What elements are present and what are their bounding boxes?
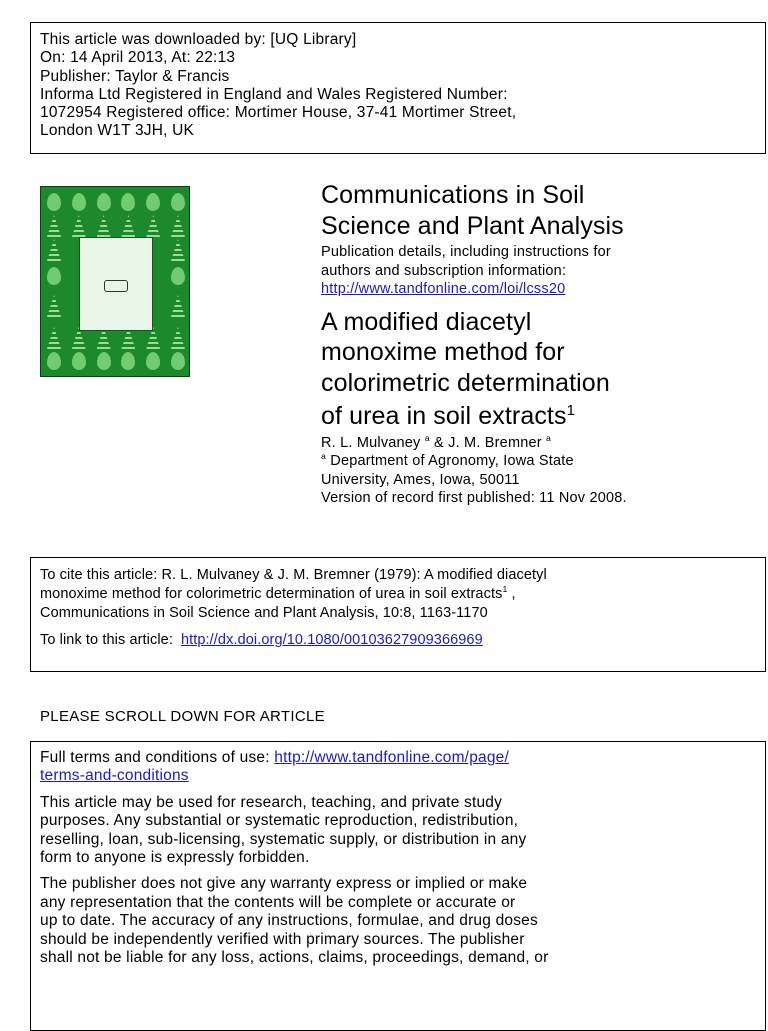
office-line: 1072954 Registered office: Mortimer House, 37-41 Mortimer Street, [40,104,517,122]
download-date-line: On: 14 April 2013, At: 22:13 [40,49,236,67]
publisher-line: Publisher: Taylor & Francis [40,67,230,85]
author-name: J. M. Bremner [448,434,542,451]
cover-leaf-row [47,193,185,211]
terms-paragraph-warranty: The publisher does not give any warranty express or implied or make any representation that the contents will be complete or accurate or up to date. The accuracy of any instructions, formulae, and drug doses should be independently verified with primary sources. The publisher shall not be liable for any loss, actions, claims, proceedings, demand, or [40,875,549,967]
download-info-box [30,22,766,154]
citation-text: To cite this article: R. L. Mulvaney & J. M. Bremner (1979): A modified diacetyl monoxime method for colorimetric determination of urea in soil extracts$^1$ , Communications in Soil Science and Plant Analysis, 10:8, 1163-1170 [40,567,547,621]
affiliation-cont: University, Ames, Iowa, 50011 [321,471,520,488]
authors-block: R. L. Mulvaney $^a$ & J. M. Bremner $^a$ $^a$ Department of Agronomy, Iowa State University, Ames, Iowa, 50011 Version of record first published: 11 Nov 2008. [321,432,627,506]
publication-details: Publication details, including instructions for authors and subscription information: http://www.tandfonline.com/loi/lcss20 [321,244,611,297]
cover-label-panel [79,237,153,331]
article-link-line: To link to this article: http://dx.doi.org/10.1080/00103627909366969 [40,632,483,648]
article-title: A modified diacetyl monoxime method for colorimetric determination of urea in soil extracts$^1$ [321,307,610,430]
journal-title: Communications in Soil Science and Plant Analysis [321,181,624,240]
publisher-logo-icon [104,280,128,292]
journal-cover-image [40,186,190,377]
address-line: London W1T 3JH, UK [40,122,195,140]
journal-details [321,180,761,508]
terms-box [30,741,766,1031]
terms-link[interactable]: http://www.tandfonline.com/page/ terms-and-conditions [40,749,509,785]
scroll-notice: PLEASE SCROLL DOWN FOR ARTICLE [40,708,325,725]
version-record: Version of record first published: 11 Nov 2008. [321,490,627,506]
citation-box [30,557,766,672]
cover-leaf-row-2 [47,352,185,370]
affiliation: Department of Agronomy, Iowa State [326,453,574,469]
terms-heading: Full terms and conditions of use: http://www.tandfonline.com/page/ terms-and-conditions [40,749,509,785]
download-line: This article was downloaded by: [UQ Library] [40,31,357,48]
doi-link[interactable]: http://dx.doi.org/10.1080/00103627909366969 [180,632,483,648]
author-name: R. L. Mulvaney [321,434,421,451]
cover-plant-row [47,215,185,237]
terms-paragraph-usage: This article may be used for research, teaching, and private study purposes. Any substantial or systematic reproduction, redistribution, reselling, loan, sub-licensing, systematic supply, or distribution in any form to anyone is expressly forbidden. [40,793,527,867]
journal-url-link[interactable]: http://www.tandfonline.com/loi/lcss20 [321,281,566,297]
registration-line: Informa Ltd Registered in England and Wales Registered Number: [40,85,508,103]
